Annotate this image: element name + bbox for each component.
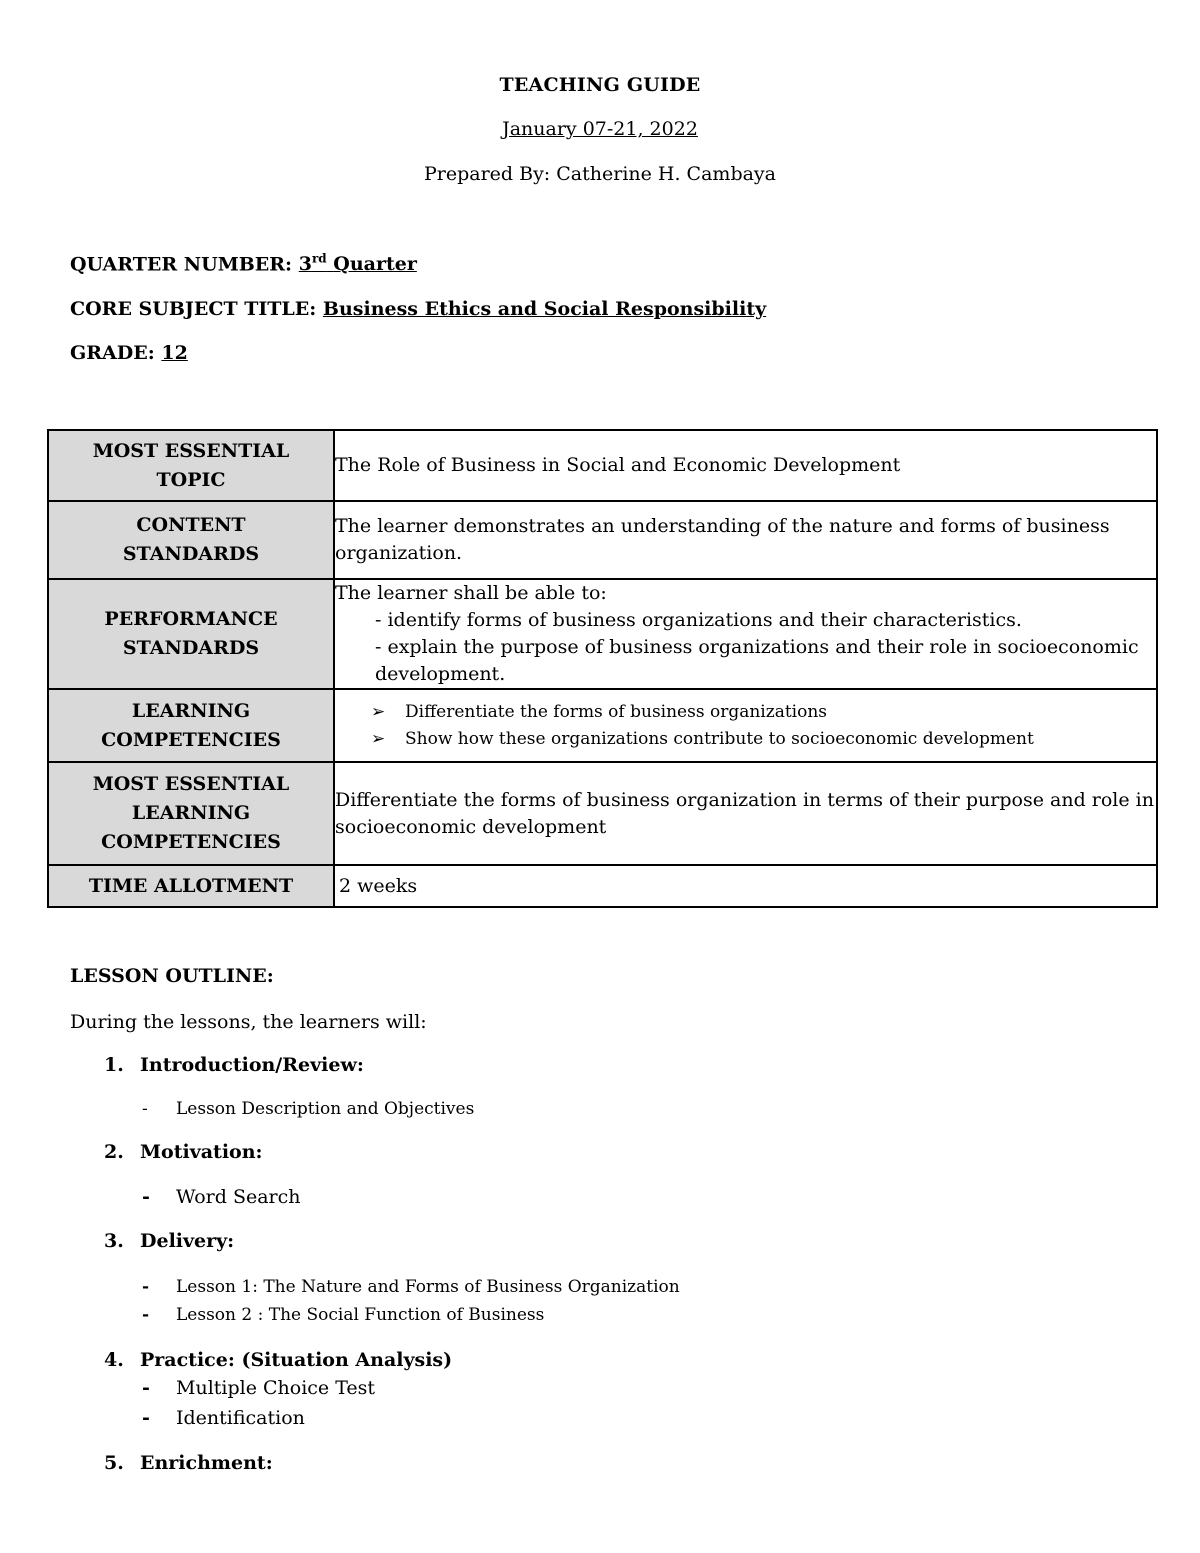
list-item: ➢ Show how these organizations contribute to socioeconomic development — [371, 726, 1156, 753]
quarter-value: 3rd Quarter — [298, 252, 417, 276]
row-value-content-standards: The learner demonstrates an understanding of the nature and forms of business organization. — [334, 501, 1157, 579]
table-row — [48, 865, 1157, 907]
row-value-melc: Differentiate the forms of business organization in terms of their purpose and role in socioeconomic development — [334, 762, 1157, 865]
arrow-bullet-icon: ➢ — [371, 701, 386, 722]
lesson-outline-heading: LESSON OUTLINE: — [70, 965, 274, 987]
list-item: - Lesson 2 : The Social Function of Business — [142, 1305, 545, 1325]
arrow-bullet-icon: ➢ — [371, 728, 386, 749]
prepared-by: Prepared By: Catherine H. Cambaya — [423, 163, 776, 185]
subject-label: CORE SUBJECT TITLE: — [70, 298, 317, 320]
row-label-performance-standards: PERFORMANCE STANDARDS — [48, 579, 334, 689]
row-value-topic: The Role of Business in Social and Economic Development — [334, 430, 1157, 501]
row-value-learning-competencies — [334, 689, 1157, 762]
table-row — [48, 501, 1157, 579]
subject-title-line — [70, 298, 766, 320]
table-row — [48, 430, 1157, 501]
grade-label: GRADE: — [70, 342, 155, 364]
document-date: January 07-21, 2022 — [502, 118, 698, 140]
row-value-performance-standards: The learner shall be able to: - identify forms of business organizations and their characteristics. - explain the purpose of business organizations and their role in socioeconomic development. — [334, 579, 1157, 689]
outline-step: 5. Enrichment: — [104, 1452, 273, 1474]
quarter-number-line — [70, 252, 417, 275]
row-label-melc: MOST ESSENTIAL LEARNING COMPETENCIES — [48, 762, 334, 865]
row-label-learning-competencies: LEARNING COMPETENCIES — [48, 689, 334, 762]
grade-value: 12 — [161, 342, 188, 364]
table-row — [48, 689, 1157, 762]
row-label-topic: MOST ESSENTIAL TOPIC — [48, 430, 334, 501]
list-item: - Lesson Description and Objectives — [142, 1099, 475, 1119]
lesson-outline-intro: During the lessons, the learners will: — [70, 1011, 427, 1033]
teaching-guide-table — [47, 429, 1158, 908]
outline-step: 4. Practice: (Situation Analysis) — [104, 1349, 453, 1371]
row-label-content-standards: CONTENT STANDARDS — [48, 501, 334, 579]
outline-step: 1. Introduction/Review: — [104, 1054, 364, 1076]
quarter-label: QUARTER NUMBER: — [70, 253, 293, 276]
table-row — [48, 579, 1157, 689]
row-value-time-allotment: 2 weeks — [334, 865, 1157, 907]
outline-step: 2. Motivation: — [104, 1141, 263, 1163]
grade-line — [70, 342, 188, 364]
row-label-time-allotment: TIME ALLOTMENT — [48, 865, 334, 907]
list-item: - Identification — [142, 1407, 305, 1429]
list-item: - Word Search — [142, 1186, 301, 1208]
table-row — [48, 762, 1157, 865]
document-title: TEACHING GUIDE — [499, 74, 701, 96]
list-item: - Multiple Choice Test — [142, 1377, 376, 1399]
list-item: ➢ Differentiate the forms of business organizations — [371, 699, 1156, 726]
subject-value: Business Ethics and Social Responsibility — [322, 298, 767, 320]
list-item: - Lesson 1: The Nature and Forms of Business Organization — [142, 1277, 680, 1297]
outline-step: 3. Delivery: — [104, 1230, 235, 1252]
